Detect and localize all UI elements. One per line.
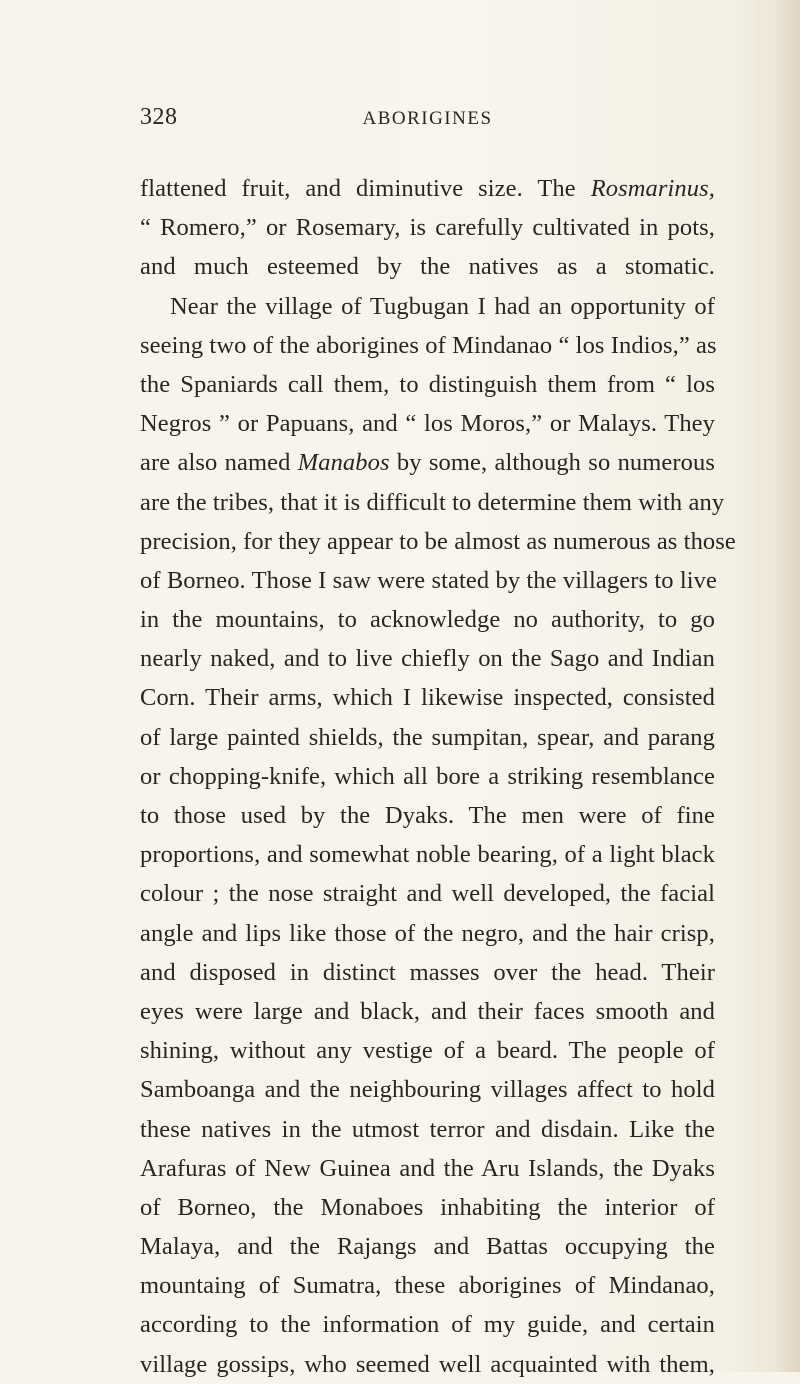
body-text xyxy=(140,169,736,1384)
text-line: Malaya, and the Rajangs and Battas occupying the xyxy=(140,1233,715,1261)
text-line: Corn. Their arms, which I likewise inspected, consisted xyxy=(140,684,715,712)
text-line: shining, without any vestige of a beard. The people of xyxy=(140,1037,715,1065)
text-line: Samboanga and the neighbouring villages affect to hold xyxy=(140,1076,715,1104)
text-line: of large painted shields, the sumpitan, spear, and parang xyxy=(140,723,715,751)
text-line: in the mountains, to acknowledge no authority, to go xyxy=(140,606,715,634)
running-head: ABORIGINES xyxy=(362,108,493,129)
text-line: of Borneo, the Monaboes inhabiting the interior of xyxy=(140,1193,715,1221)
text-line: seeing two of the aborigines of Mindanao “ los Indios,” as xyxy=(140,331,717,359)
text-line: are the tribes, that it is difficult to determine them with any xyxy=(140,488,725,516)
text-line: eyes were large and black, and their faces smooth and xyxy=(140,997,715,1025)
text-line: these natives in the utmost terror and disdain. Like the xyxy=(140,1115,715,1143)
text-line: “ Romero,” or Rosemary, is carefully cultivated in pots, xyxy=(140,214,715,242)
text-line: flattened fruit, and diminutive size. The Rosmarinus, xyxy=(140,175,715,202)
text-line: or chopping-knife, which all bore a striking resemblance xyxy=(140,762,715,790)
text-line: Near the village of Tugbugan I had an opportunity of xyxy=(170,292,715,320)
text-line: proportions, and somewhat noble bearing, of a light black xyxy=(140,841,715,869)
text-line: to those used by the Dyaks. The men were of fine xyxy=(140,802,715,829)
text-line: the Spaniards call them, to distinguish them from “ los xyxy=(140,370,715,398)
text-line: Negros ” or Papuans, and “ los Moros,” or Malays. They xyxy=(140,410,715,438)
page-number: 328 xyxy=(140,104,178,130)
text-line: colour ; the nose straight and well developed, the facial xyxy=(140,880,715,908)
text-line: mountaing of Sumatra, these aborigines of Mindanao, xyxy=(140,1272,715,1300)
text-line: angle and lips like those of the negro, and the hair crisp, xyxy=(140,919,715,947)
text-line: and disposed in distinct masses over the head. Their xyxy=(140,958,715,986)
text-line: nearly naked, and to live chiefly on the Sago and Indian xyxy=(140,645,715,673)
text-line: and much esteemed by the natives as a stomatic. xyxy=(140,253,715,281)
text-line: are also named Manabos by some, although so numerous xyxy=(140,449,715,477)
page-header xyxy=(140,104,715,140)
text-line: village gossips, who seemed well acquainted with them, xyxy=(140,1350,715,1378)
text-line: precision, for they appear to be almost as numerous as those xyxy=(140,527,736,555)
text-line: of Borneo. Those I saw were stated by the villagers to live xyxy=(140,566,717,594)
page-edge-shadow xyxy=(774,0,800,1372)
text-line: according to the information of my guide, and certain xyxy=(140,1311,715,1339)
text-line: Arafuras of New Guinea and the Aru Islands, the Dyaks xyxy=(140,1154,715,1182)
